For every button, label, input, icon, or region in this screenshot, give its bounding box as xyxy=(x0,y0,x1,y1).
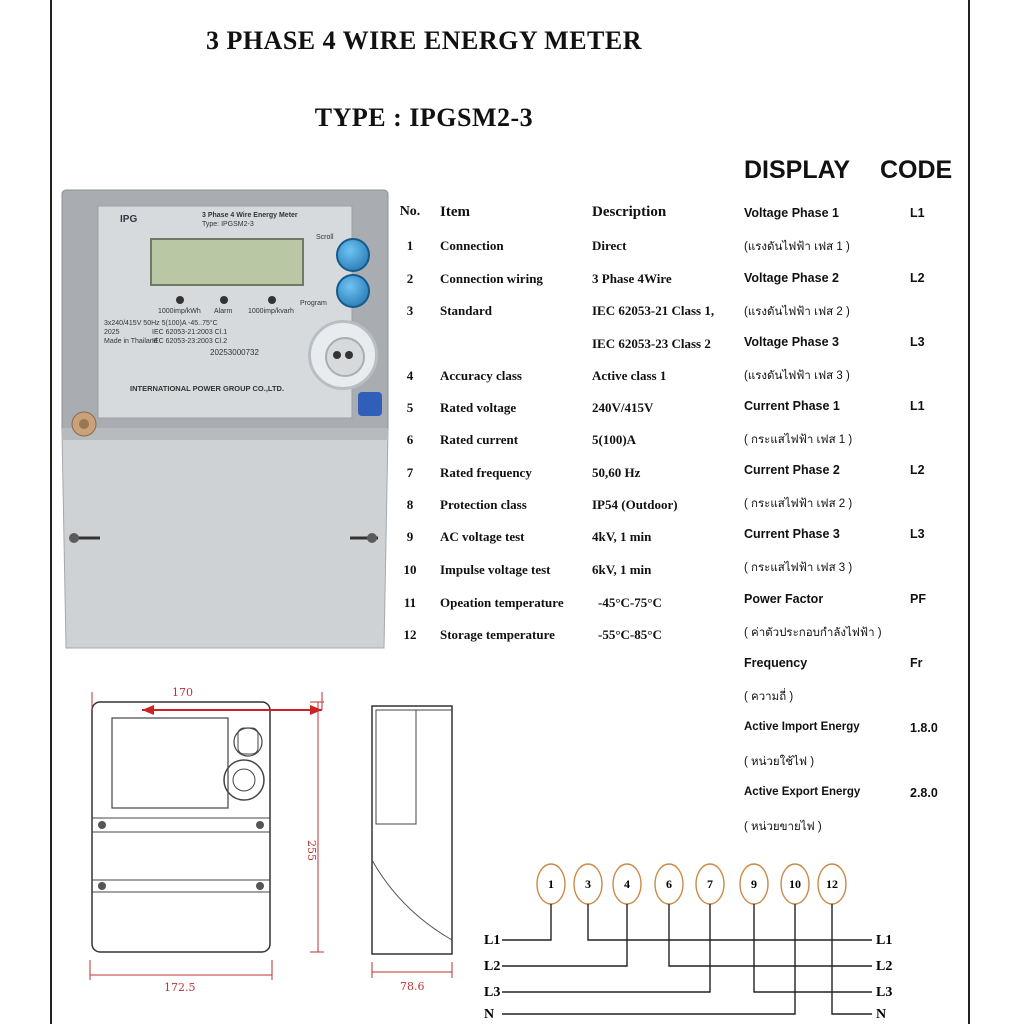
row-item: Standard xyxy=(440,303,493,318)
row-item: Rated voltage xyxy=(440,400,517,415)
code-label: Power Factor xyxy=(744,592,824,606)
row-no: 3 xyxy=(406,303,414,318)
code-value: L2 xyxy=(910,271,925,285)
row-no: 1 xyxy=(406,238,414,253)
code-label: Current Phase 3 xyxy=(744,527,840,541)
code-label: Current Phase 1 xyxy=(744,399,840,413)
row-item: Opeation temperature xyxy=(440,595,564,610)
table-row xyxy=(396,400,736,420)
terminal-3: 3 xyxy=(585,877,591,891)
meter-photo xyxy=(60,188,392,652)
row-no: 5 xyxy=(406,400,414,415)
code-thai: ( ความถี่ ) xyxy=(744,691,794,703)
dim-top: 170 xyxy=(172,686,193,699)
terminal-6: 6 xyxy=(666,877,672,891)
scroll-label: Scroll xyxy=(316,234,334,241)
table-row xyxy=(396,562,736,582)
code-thai: (แรงดันไฟฟ้า เฟส 1 ) xyxy=(744,241,850,253)
code-thai: (แรงดันไฟฟ้า เฟส 3 ) xyxy=(744,370,850,382)
row-desc: -55°C-85°C xyxy=(598,627,662,642)
row-desc: Active class 1 xyxy=(592,368,667,383)
table-row xyxy=(396,336,736,356)
meter-type: TYPE : IPGSM2-3 xyxy=(314,103,534,132)
scroll-button[interactable] xyxy=(336,238,370,272)
table-row xyxy=(396,595,736,615)
table-row xyxy=(396,497,736,517)
row-desc: 4kV, 1 min xyxy=(592,529,652,544)
code-thai: ( ค่าตัวประกอบกำลังไฟฟ้า ) xyxy=(744,627,882,639)
meter-spec-line3: IEC 62053-23:2003 Cl.2 xyxy=(152,338,228,345)
terminal-9: 9 xyxy=(751,877,757,891)
made-in-label: Made in Thailand xyxy=(104,338,158,345)
code-label: Voltage Phase 1 xyxy=(744,206,839,220)
code-thai: ( หน่วยขายไฟ ) xyxy=(744,821,822,833)
row-no: 7 xyxy=(406,465,414,480)
row-item: Connection xyxy=(440,238,504,253)
spec-table-header xyxy=(396,204,736,224)
alarm-label: Alarm xyxy=(214,308,233,315)
code-label: Active Import Energy xyxy=(744,721,860,733)
pulse-left-label: 1000imp/kWh xyxy=(158,308,201,315)
line-l2-in: L2 xyxy=(484,959,501,974)
row-item: AC voltage test xyxy=(440,529,525,544)
row-no: 8 xyxy=(406,497,414,512)
row-desc: IEC 62053-23 Class 2 xyxy=(592,336,711,351)
code-thai: ( กระแสไฟฟ้า เฟส 1 ) xyxy=(744,434,853,446)
row-desc: -45°C-75°C xyxy=(598,595,662,610)
terminal-7: 7 xyxy=(707,877,713,891)
code-value: PF xyxy=(910,592,926,606)
table-row xyxy=(396,271,736,291)
code-heading: CODE xyxy=(880,156,953,184)
meter-serial: 20253000732 xyxy=(210,348,259,357)
terminal-4: 4 xyxy=(624,877,630,891)
code-value: Fr xyxy=(910,656,923,670)
row-item: Protection class xyxy=(440,497,527,512)
code-value: 1.8.0 xyxy=(910,721,938,735)
table-row xyxy=(396,303,736,323)
dim-bottom: 172.5 xyxy=(164,981,196,994)
document-title: 3 PHASE 4 WIRE ENERGY METER xyxy=(205,26,643,55)
table-row xyxy=(396,368,736,388)
kwh-led xyxy=(176,296,184,304)
display-heading: DISPLAY xyxy=(744,156,851,184)
code-value: L1 xyxy=(910,206,925,220)
row-desc: 3 Phase 4Wire xyxy=(592,271,672,286)
row-desc: IP54 (Outdoor) xyxy=(592,497,678,512)
meter-spec-line1: 3x240/415V 50Hz 5(100)A -45..75°C xyxy=(104,320,218,327)
code-value: L3 xyxy=(910,527,925,541)
table-row xyxy=(396,238,736,258)
code-thai: (แรงดันไฟฟ้า เฟส 2 ) xyxy=(744,306,850,318)
row-no: 12 xyxy=(403,627,417,642)
code-thai: ( กระแสไฟฟ้า เฟส 3 ) xyxy=(744,562,853,574)
row-no: 11 xyxy=(403,595,417,610)
row-item: Impulse voltage test xyxy=(440,562,551,577)
table-row xyxy=(396,465,736,485)
line-l3-out: L3 xyxy=(876,985,893,1000)
code-thai: ( กระแสไฟฟ้า เฟส 2 ) xyxy=(744,498,853,510)
row-desc: 240V/415V xyxy=(592,400,654,415)
meter-model-line2: Type: IPGSM2-3 xyxy=(202,221,254,228)
lcd-display xyxy=(150,238,304,286)
row-desc: 6kV, 1 min xyxy=(592,562,652,577)
table-row xyxy=(396,627,736,647)
code-label: Voltage Phase 3 xyxy=(744,335,839,349)
row-no: 9 xyxy=(406,529,414,544)
code-value: L3 xyxy=(910,335,925,349)
code-thai: ( หน่วยใช้ไฟ ) xyxy=(744,756,815,768)
dim-height: 255 xyxy=(305,840,318,861)
dim-depth: 78.6 xyxy=(400,980,425,993)
row-item: Storage temperature xyxy=(440,627,555,642)
row-desc: IEC 62053-21 Class 1, xyxy=(592,303,715,318)
terminal-10: 10 xyxy=(789,877,801,891)
row-no: 2 xyxy=(406,271,414,286)
code-value: L1 xyxy=(910,399,925,413)
line-l2-out: L2 xyxy=(876,959,893,974)
meter-maker: INTERNATIONAL POWER GROUP CO.,LTD. xyxy=(130,384,285,393)
line-l1-in: L1 xyxy=(484,933,501,948)
code-label: Frequency xyxy=(744,656,808,670)
meter-spec-line2: IEC 62053-21:2003 Cl.1 xyxy=(152,329,228,336)
header-description: Description xyxy=(592,204,667,220)
code-value: L2 xyxy=(910,463,925,477)
optical-port xyxy=(308,320,378,390)
row-item: Rated frequency xyxy=(440,465,532,480)
terminal-1: 1 xyxy=(548,877,554,891)
row-no: 4 xyxy=(406,368,414,383)
header-item: Item xyxy=(440,204,470,220)
row-item: Rated current xyxy=(440,432,519,447)
row-no: 10 xyxy=(403,562,417,577)
meter-year: 2025 xyxy=(104,329,120,336)
meter-model-line1: 3 Phase 4 Wire Energy Meter xyxy=(202,212,298,219)
code-label: Voltage Phase 2 xyxy=(744,271,839,285)
line-n-out: N xyxy=(876,1007,887,1022)
meter-brand: IPG xyxy=(120,214,138,225)
dimension-drawings xyxy=(60,680,460,1000)
row-item: Accuracy class xyxy=(440,368,522,383)
row-desc: 5(100)A xyxy=(592,432,637,447)
program-label: Program xyxy=(300,300,327,307)
row-desc: 50,60 Hz xyxy=(592,465,641,480)
pulse-right-label: 1000imp/kvarh xyxy=(248,308,294,315)
code-label: Active Export Energy xyxy=(744,786,861,798)
program-button[interactable] xyxy=(336,274,370,308)
line-l1-out: L1 xyxy=(876,933,893,948)
header-no: No. xyxy=(399,204,421,219)
row-no: 6 xyxy=(406,432,414,447)
alarm-led xyxy=(220,296,228,304)
code-value: 2.8.0 xyxy=(910,786,938,800)
row-item: Connection wiring xyxy=(440,271,543,286)
table-row xyxy=(396,432,736,452)
line-n-in: N xyxy=(484,1007,495,1022)
terminal-12: 12 xyxy=(826,877,838,891)
line-l3-in: L3 xyxy=(484,985,501,1000)
kvarh-led xyxy=(268,296,276,304)
code-label: Current Phase 2 xyxy=(744,463,840,477)
table-row xyxy=(396,529,736,549)
wiring-diagram xyxy=(482,854,902,1024)
row-desc: Direct xyxy=(592,238,627,253)
